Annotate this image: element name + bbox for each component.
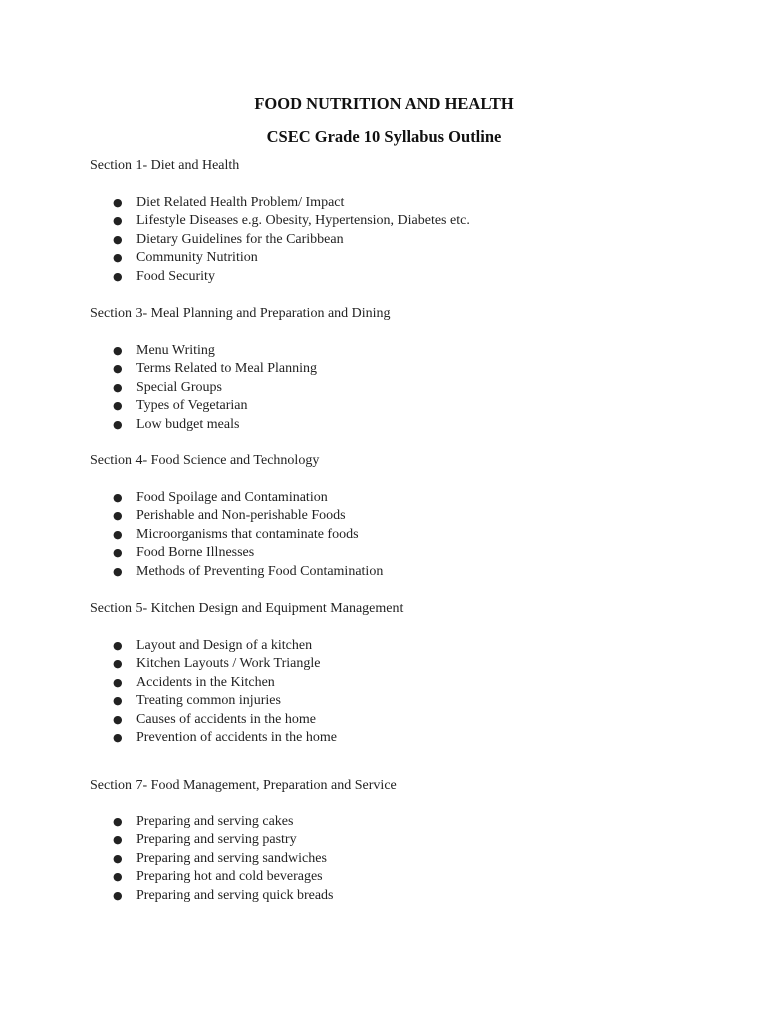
bullet-icon: ● (113, 815, 123, 828)
list-item-text: Diet Related Health Problem/ Impact (136, 195, 345, 210)
bullet-icon: ● (113, 888, 123, 902)
list-item-text: Menu Writing (136, 343, 215, 358)
list-item-text: Causes of accidents in the home (136, 711, 317, 727)
section-heading: Section 1- Diet and Health (90, 158, 240, 173)
bullet-icon: ● (113, 712, 123, 726)
bullet-icon: ● (113, 196, 123, 209)
bullet-icon: ● (113, 730, 123, 744)
document-title: FOOD NUTRITION AND HEALTH (254, 94, 514, 113)
bullet-icon: ● (113, 870, 123, 884)
bullet-icon: ● (113, 491, 123, 504)
bullet-icon: ● (113, 269, 123, 283)
bullet-icon: ● (113, 232, 123, 246)
list-item-text: Methods of Preventing Food Contamination (136, 563, 384, 579)
bullet-icon: ● (113, 694, 123, 708)
bullet-icon: ● (113, 509, 123, 523)
list-item-text: Preparing and serving quick breads (136, 887, 334, 903)
list-item-text: Accidents in the Kitchen (136, 674, 275, 690)
bullet-icon: ● (113, 362, 123, 376)
list-item-text: Types of Vegetarian (136, 398, 248, 414)
list-item-text: Preparing and serving cakes (136, 814, 294, 829)
list-item-text: Community Nutrition (136, 250, 258, 266)
list-item-text: Treating common injuries (136, 693, 281, 709)
list-item-text: Preparing hot and cold beverages (136, 869, 323, 885)
bullet-icon: ● (113, 417, 123, 431)
section-heading: Section 4- Food Science and Technology (90, 453, 320, 468)
section-heading: Section 5- Kitchen Design and Equipment Management (90, 601, 404, 616)
bullet-icon: ● (113, 657, 123, 671)
bullet-icon: ● (113, 851, 123, 865)
bullet-icon: ● (113, 833, 123, 847)
bullet-icon: ● (113, 527, 123, 541)
list-item-text: Dietary Guidelines for the Caribbean (136, 231, 344, 247)
bullet-icon: ● (113, 399, 123, 413)
list-item-text: Layout and Design of a kitchen (136, 638, 313, 653)
list-item-text: Perishable and Non-perishable Foods (136, 508, 346, 524)
section-heading: Section 7- Food Management, Preparation and Service (90, 778, 397, 793)
list-item-text: Low budget meals (136, 416, 240, 432)
list-item-text: Food Security (136, 268, 215, 284)
bullet-icon: ● (113, 546, 123, 560)
list-item-text: Preparing and serving sandwiches (136, 850, 327, 866)
list-item-text: Special Groups (136, 379, 222, 395)
bullet-icon: ● (113, 564, 123, 578)
list-item-text: Food Spoilage and Contamination (136, 490, 328, 505)
list-item-text: Food Borne Illnesses (136, 545, 255, 561)
list-item-text: Lifestyle Diseases e.g. Obesity, Hypertension, Diabetes etc. (136, 213, 470, 229)
list-item-text: Prevention of accidents in the home (136, 729, 337, 745)
bullet-icon: ● (113, 251, 123, 265)
list-item-text: Kitchen Layouts / Work Triangle (136, 656, 321, 672)
bullet-icon: ● (113, 639, 123, 652)
list-item-text: Microorganisms that contaminate foods (136, 526, 359, 542)
list-item-text: Terms Related to Meal Planning (136, 361, 317, 377)
list-item-text: Preparing and serving pastry (136, 832, 297, 848)
bullet-icon: ● (113, 214, 123, 228)
section-heading: Section 3- Meal Planning and Preparation and Dining (90, 306, 391, 321)
document-subtitle: CSEC Grade 10 Syllabus Outline (266, 127, 502, 146)
bullet-icon: ● (113, 344, 123, 357)
bullet-icon: ● (113, 380, 123, 394)
bullet-icon: ● (113, 675, 123, 689)
